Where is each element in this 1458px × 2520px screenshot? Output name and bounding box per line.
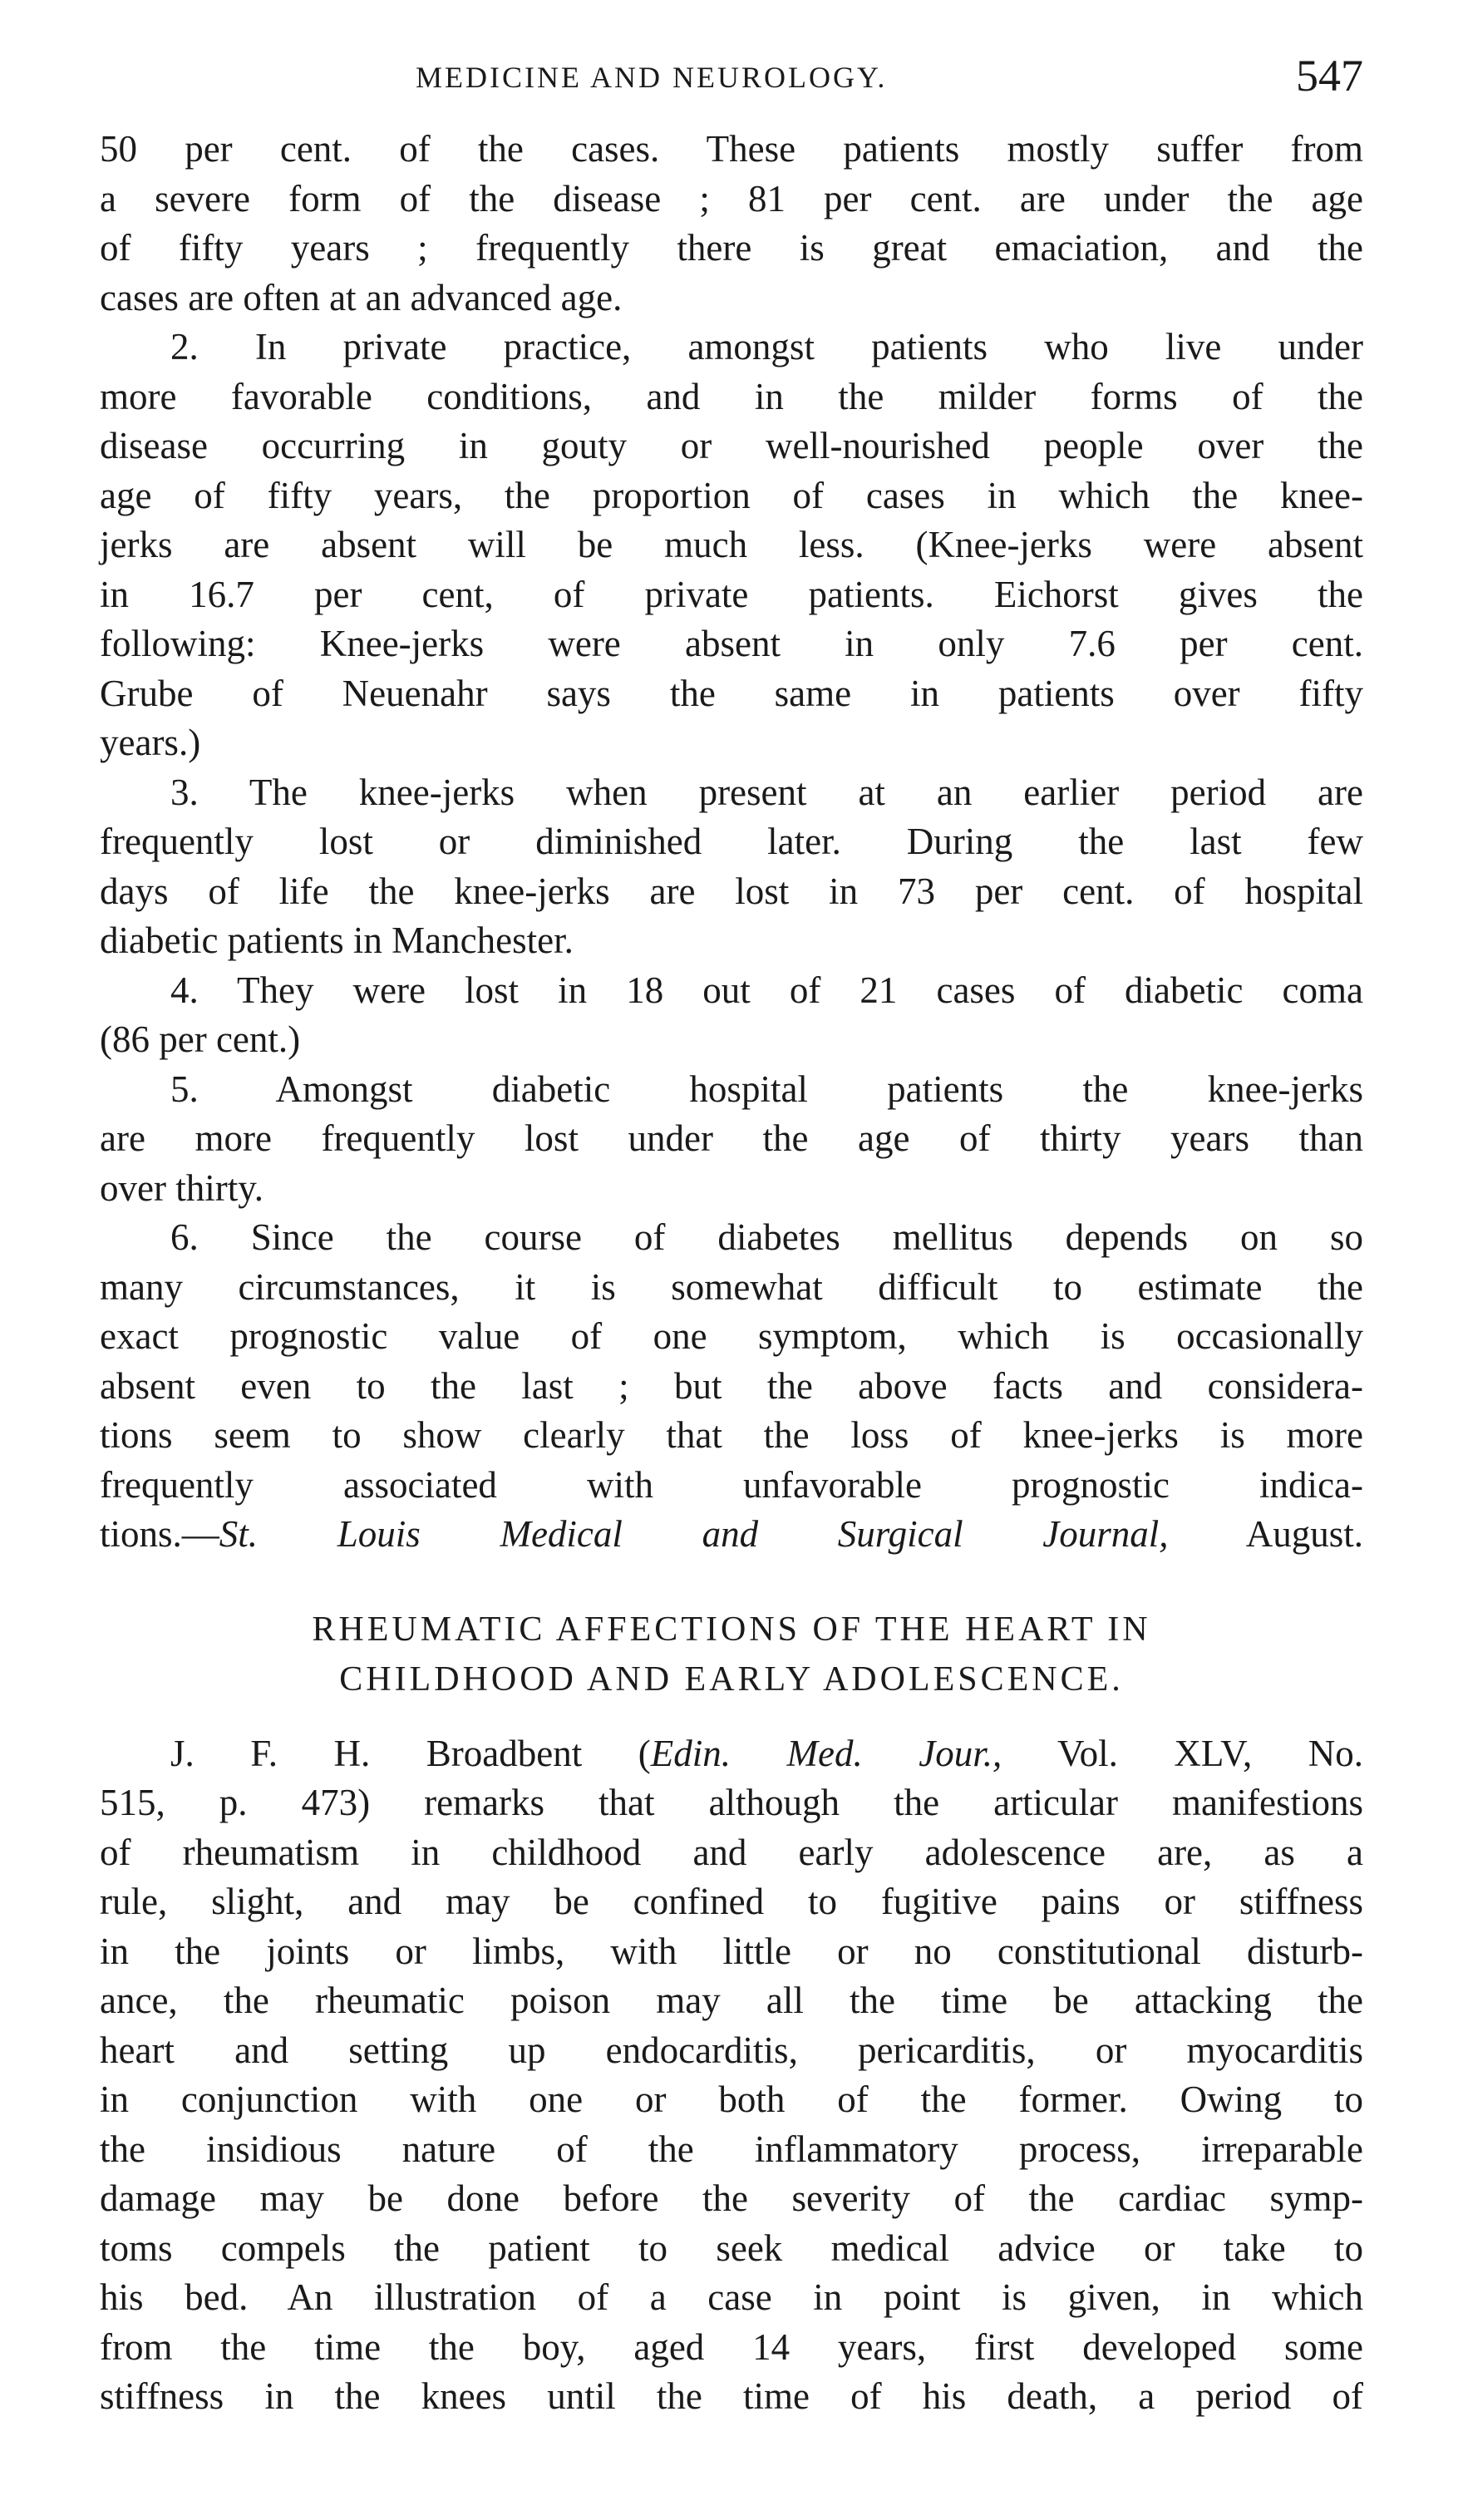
- citation-journal: Edin. Med. Jour.,: [650, 1732, 1002, 1774]
- text-line: following: Knee-jerks were absent in only 7.6 per cent.: [100, 623, 1363, 664]
- text-line: in 16.7 per cent, of private patients. Eichorst gives the: [100, 573, 1363, 615]
- text-line: 4. They were lost in 18 out of 21 cases of diabetic coma: [170, 969, 1363, 1011]
- text-line: over thirty.: [100, 1166, 264, 1209]
- section-rheumatic-affections: [100, 1605, 1363, 2422]
- text-line: Grube of Neuenahr says the same in patients over fifty: [100, 672, 1363, 714]
- text-line: 2. In private practice, amongst patients who live under: [170, 326, 1363, 367]
- text-line: in the joints or limbs, with little or no constitutional disturb-: [100, 1930, 1363, 1972]
- section-heading-line: CHILDHOOD AND EARLY ADOLESCENCE.: [339, 1659, 1124, 1699]
- text-line: are more frequently lost under the age of thirty years than: [100, 1117, 1363, 1159]
- text-line: from the time the boy, aged 14 years, first developed some: [100, 2325, 1363, 2368]
- running-head: [100, 50, 1363, 125]
- text-line: frequently lost or diminished later. During the last few: [100, 821, 1363, 862]
- section-heading-line: RHEUMATIC AFFECTIONS OF THE HEART IN: [312, 1610, 1151, 1649]
- paragraph-point-3: [100, 768, 1363, 966]
- text-line: 6. Since the course of diabetes mellitus depends on so: [170, 1216, 1363, 1258]
- text-line: 515, p. 473) remarks that although the articular manifestions: [100, 1782, 1363, 1823]
- text-line: more favorable conditions, and in the milder forms of the: [100, 375, 1363, 417]
- citation-line: [100, 1510, 1363, 1560]
- running-title: MEDICINE AND NEUROLOGY.: [416, 61, 888, 94]
- paragraph-point-4: [100, 966, 1363, 1065]
- text-line: 3. The knee-jerks when present at an earlier period are: [170, 771, 1363, 813]
- text-line: his bed. An illustration of a case in point is given, in which: [100, 2276, 1363, 2318]
- text-line: exact prognostic value of one symptom, which is occasionally: [100, 1315, 1363, 1357]
- text-line: age of fifty years, the proportion of cases in which the knee-: [100, 474, 1363, 516]
- text-line: a severe form of the disease ; 81 per cent. are under the age: [100, 177, 1363, 219]
- text-line: of rheumatism in childhood and early adolescence are, as a: [100, 1831, 1363, 1873]
- text-line: (86 per cent.): [100, 1018, 301, 1060]
- text-line: damage may be done before the severity of the cardiac symp-: [100, 2177, 1363, 2219]
- text-line: frequently associated with unfavorable prognostic indica-: [100, 1463, 1363, 1506]
- text-line: years.): [100, 722, 201, 763]
- text-line: days of life the knee-jerks are lost in 73 per cent. of hospital: [100, 870, 1363, 912]
- paragraph-point-2: [100, 323, 1363, 768]
- text-line: rule, slight, and may be confined to fugitive pains or stiffness: [100, 1881, 1363, 1922]
- text-line: 50 per cent. of the cases. These patients mostly suffer from: [100, 128, 1363, 170]
- text-line: disease occurring in gouty or well-nourished people over the: [100, 425, 1363, 466]
- citation-line: [100, 1729, 1363, 1779]
- paragraph-point-6: [100, 1213, 1363, 1560]
- text-line: cases are often at an advanced age.: [100, 276, 623, 318]
- paragraph-continuation: [100, 125, 1363, 323]
- text-line: tions seem to show clearly that the loss of knee-jerks is more: [100, 1414, 1363, 1456]
- text-line: many circumstances, it is somewhat difficult to estimate the: [100, 1265, 1363, 1308]
- text-line: diabetic patients in Manchester.: [100, 920, 574, 961]
- section-paragraph: [100, 1729, 1363, 2422]
- book-page: [100, 50, 1363, 2422]
- text-line: heart and setting up endocarditis, pericarditis, or myocarditis: [100, 2029, 1363, 2071]
- author-prefix: J. F. H. Broadbent (: [170, 1732, 651, 1774]
- text-line: stiffness in the knees until the time of his death, a period of: [100, 2375, 1363, 2417]
- text-line: in conjunction with one or both of the former. Owing to: [100, 2079, 1363, 2120]
- paragraph-point-5: [100, 1065, 1363, 1214]
- citation-volume: Vol. XLV, No.: [1002, 1732, 1363, 1774]
- page-number: 547: [1296, 51, 1363, 101]
- text-line: ance, the rheumatic poison may all the time be attacking the: [100, 1980, 1363, 2021]
- section-heading: [100, 1605, 1363, 1704]
- text-line: jerks are absent will be much less. (Knee-jerks were absent: [100, 524, 1363, 565]
- citation-prefix: tions.—: [100, 1513, 219, 1555]
- text-line: toms compels the patient to seek medical advice or take to: [100, 2227, 1363, 2269]
- text-line: of fifty years ; frequently there is great emaciation, and the: [100, 227, 1363, 269]
- text-line: the insidious nature of the inflammatory process, irreparable: [100, 2128, 1363, 2170]
- citation-journal: St. Louis Medical and Surgical Journal,: [219, 1513, 1169, 1555]
- text-line: 5. Amongst diabetic hospital patients the knee-jerks: [170, 1068, 1363, 1110]
- citation-date: August.: [1168, 1513, 1364, 1555]
- text-line: absent even to the last ; but the above facts and considera-: [100, 1364, 1363, 1407]
